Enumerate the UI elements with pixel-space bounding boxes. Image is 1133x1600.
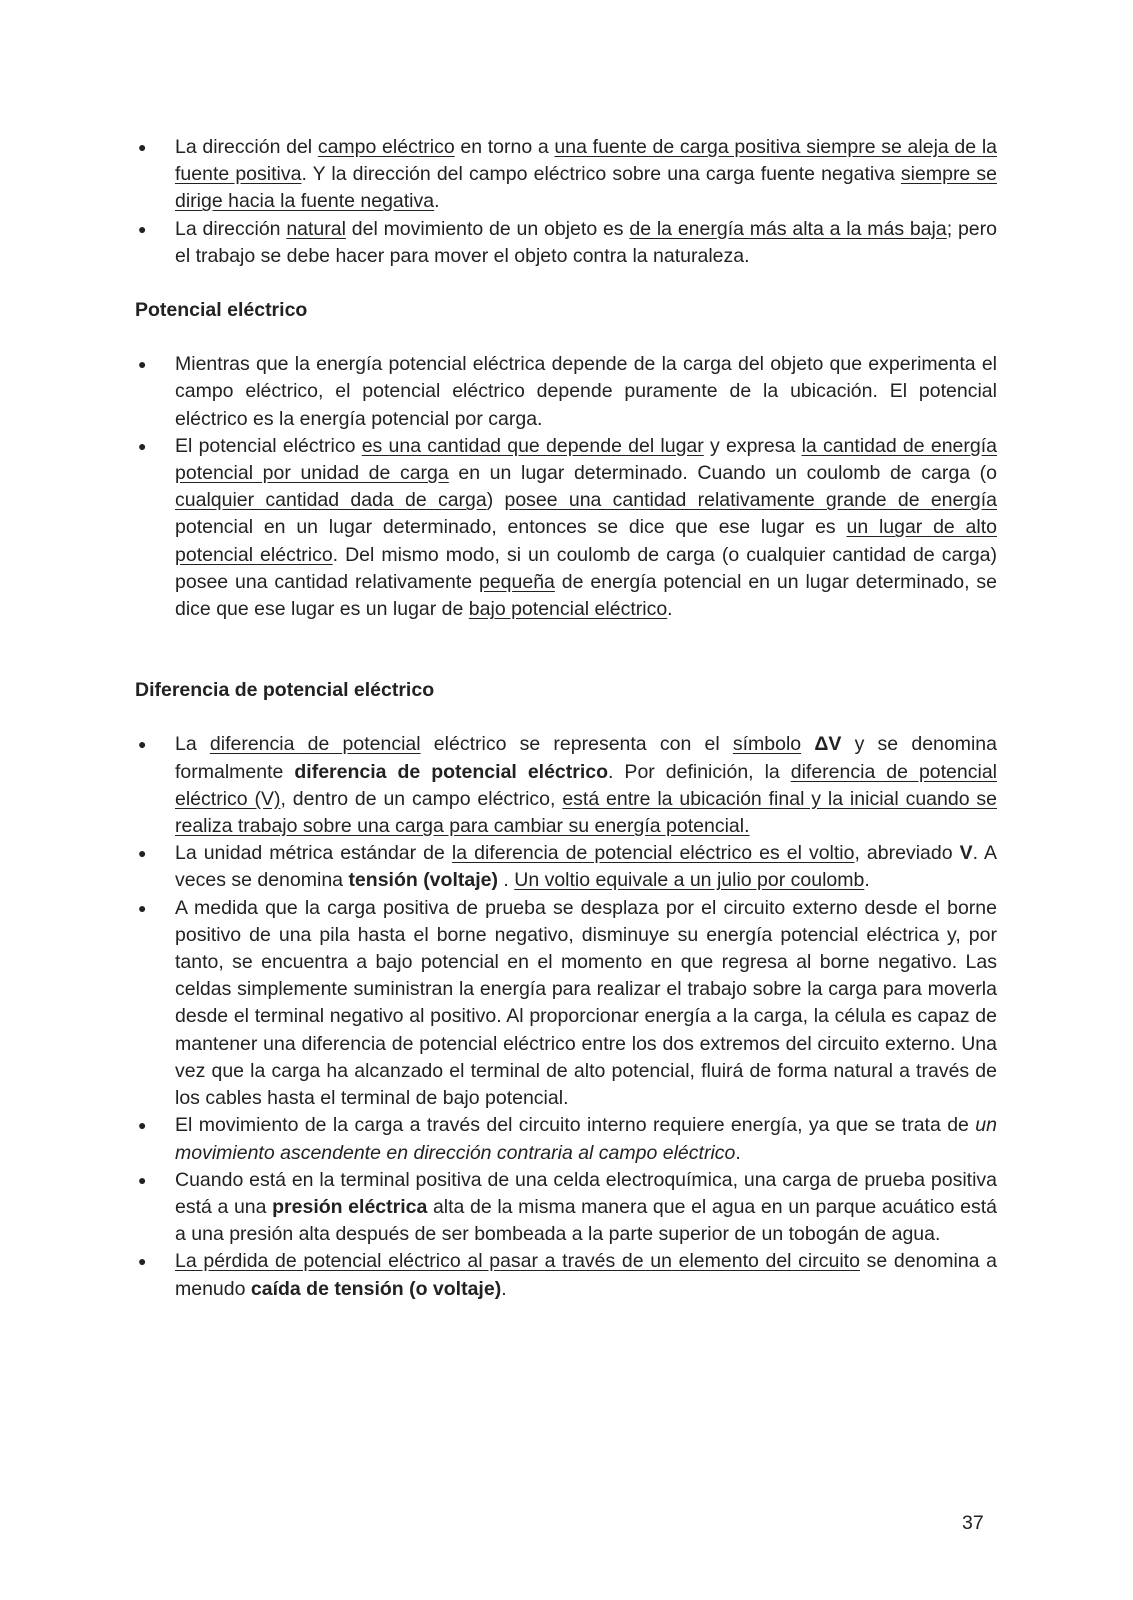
underlined-text: natural (286, 217, 346, 240)
text-run: de energía potencial en un lugar determinado, se dice que ese lugar es un lugar de (175, 570, 997, 621)
page-number: 37 (962, 1512, 984, 1534)
list-item (135, 1248, 997, 1302)
text-run: El potencial eléctrico (175, 434, 362, 457)
text-run: La dirección (175, 217, 287, 240)
underlined-text: es una cantidad que depende del lugar (361, 434, 704, 457)
bold-text: ΔV (814, 733, 842, 756)
text-run: . Por definición, la (608, 760, 791, 783)
bold-text: tensión (voltaje) (348, 869, 498, 892)
text-run: La (175, 733, 210, 756)
underlined-text: bajo potencial eléctrico (468, 598, 668, 621)
underlined-text: una fuente de carga positiva siempre se aleja de la fuente positiva (175, 136, 997, 186)
text-run: del movimiento de un objeto es (345, 217, 630, 240)
underlined-text: posee una cantidad relativamente grande de energía (504, 489, 997, 512)
underlined-text: un lugar de alto potencial eléctrico (175, 516, 997, 566)
bold-text: caída de tensión (o voltaje) (250, 1277, 502, 1300)
text-run: . (735, 1141, 741, 1164)
text-run: y se denomina formalmente (175, 733, 997, 783)
list-item (135, 351, 997, 433)
text-run: . (667, 598, 673, 621)
list-item (135, 731, 997, 840)
text-run: . (434, 190, 440, 213)
text-run: . Y la dirección del campo eléctrico sobre una carga fuente negativa (301, 163, 901, 186)
section-heading-potencial: Potencial eléctrico (135, 299, 308, 322)
text-run: La unidad métrica estándar de (175, 842, 452, 865)
text-run: . (497, 869, 515, 892)
text-run: y expresa (703, 434, 802, 457)
text-run: en un lugar determinado. Cuando un coulomb de carga (o (448, 462, 998, 485)
underlined-text: diferencia de potencial eléctrico (V) (175, 760, 998, 810)
underlined-text: de la energía más alta a la más baja (629, 217, 947, 240)
list-item (135, 1167, 997, 1249)
text-run: . Del mismo modo, si un coulomb de carga (o cualquier cantidad de carga) posee una cantidad relativamente (175, 543, 997, 593)
text-run: alta de la misma manera que el agua en un parque acuático está a una presión alta después de ser bombeada a la parte superior de un tobogán de agua. (175, 1195, 997, 1246)
underlined-text: la diferencia de potencial eléctrico es el voltio (451, 842, 855, 865)
text-run: El movimiento de la carga a través del circuito interno requiere energía, ya que se trata de (175, 1114, 976, 1137)
list-item (135, 1112, 997, 1166)
underlined-text: campo eléctrico (317, 136, 455, 158)
text-run: , dentro de un campo eléctrico, (280, 787, 563, 810)
text-run: , abreviado (854, 842, 960, 865)
text-run: . (864, 869, 870, 892)
document-page (135, 134, 997, 1303)
text-run (801, 733, 814, 755)
list-item (135, 840, 997, 894)
underlined-text: Un voltio equivale a un julio por coulomb (514, 869, 865, 892)
underlined-text: cualquier cantidad dada de carga (175, 489, 487, 512)
text-run: ; pero el trabajo se debe hacer para mover el objeto contra la naturaleza. (175, 217, 997, 267)
text-run: Mientras que la energía potencial eléctrica depende de la carga del objeto que experimenta el campo eléctrico, el potencial eléctrico depende puramente de la ubicación. El potencial eléctrico es la energía potencial por carga. (175, 353, 997, 430)
bullet-list-diferencia (135, 731, 997, 1302)
bold-text: V (959, 842, 973, 865)
text-run: A medida que la carga positiva de prueba se desplaza por el circuito externo desde el borne positivo de una pila hasta el borne negativo, disminuye su energía potencial eléctrica y, por tanto, se encuentra a bajo potencial en el momento en que regresa al borne negativo. Las celdas simplemente suministran la energía para realizar el trabajo sobre la carga para moverla desde el terminal negativo al positivo. Al proporcionar energía a la carga, la célula es capaz de mantener una diferencia de potencial eléctrico entre los dos extremos del circuito externo. Una vez que la carga ha alcanzado el terminal de alto potencial, fluirá de forma natural a través de los cables hasta el terminal de bajo potencial. (175, 896, 997, 1110)
underlined-text: pequeña (478, 570, 555, 593)
underlined-text: diferencia de potencial (209, 733, 421, 756)
text-run: . (501, 1277, 507, 1300)
text-run: . A veces se denomina (175, 842, 997, 892)
bullet-list-potencial (135, 351, 997, 623)
list-item (135, 216, 997, 270)
text-run: se denomina a menudo (175, 1250, 997, 1300)
list-item (135, 433, 997, 623)
text-run: potencial en un lugar determinado, entonces se dice que ese lugar es (175, 516, 847, 539)
text-run: en torno a (454, 136, 555, 158)
underlined-text: está entre la ubicación final y la inicial cuando se realiza trabajo sobre una carga para cambiar su energía potencial. (175, 787, 997, 838)
underlined-text: símbolo (732, 733, 802, 756)
text-run: eléctrico se representa con el (420, 733, 733, 756)
list-item (135, 134, 997, 216)
text-run: Cuando está en la terminal positiva de una celda electroquímica, una carga de prueba positiva está a una (175, 1168, 997, 1218)
bold-text: presión eléctrica (272, 1195, 428, 1218)
bold-text: diferencia de potencial eléctrico (294, 760, 609, 783)
underlined-text: siempre se dirige hacia la fuente negativa (175, 163, 997, 213)
underlined-text: La pérdida de potencial eléctrico al pasar a través de un elemento del circuito (175, 1250, 860, 1273)
bullet-list-intro (135, 134, 997, 270)
text-run: La dirección del (175, 136, 318, 158)
text-run: ) (486, 489, 505, 512)
list-item (135, 895, 997, 1113)
underlined-text: la cantidad de energía potencial por unidad de carga (175, 434, 997, 485)
italic-text: un movimiento ascendente en dirección contraria al campo eléctrico (175, 1114, 997, 1164)
section-heading-diferencia: Diferencia de potencial eléctrico (135, 679, 435, 702)
